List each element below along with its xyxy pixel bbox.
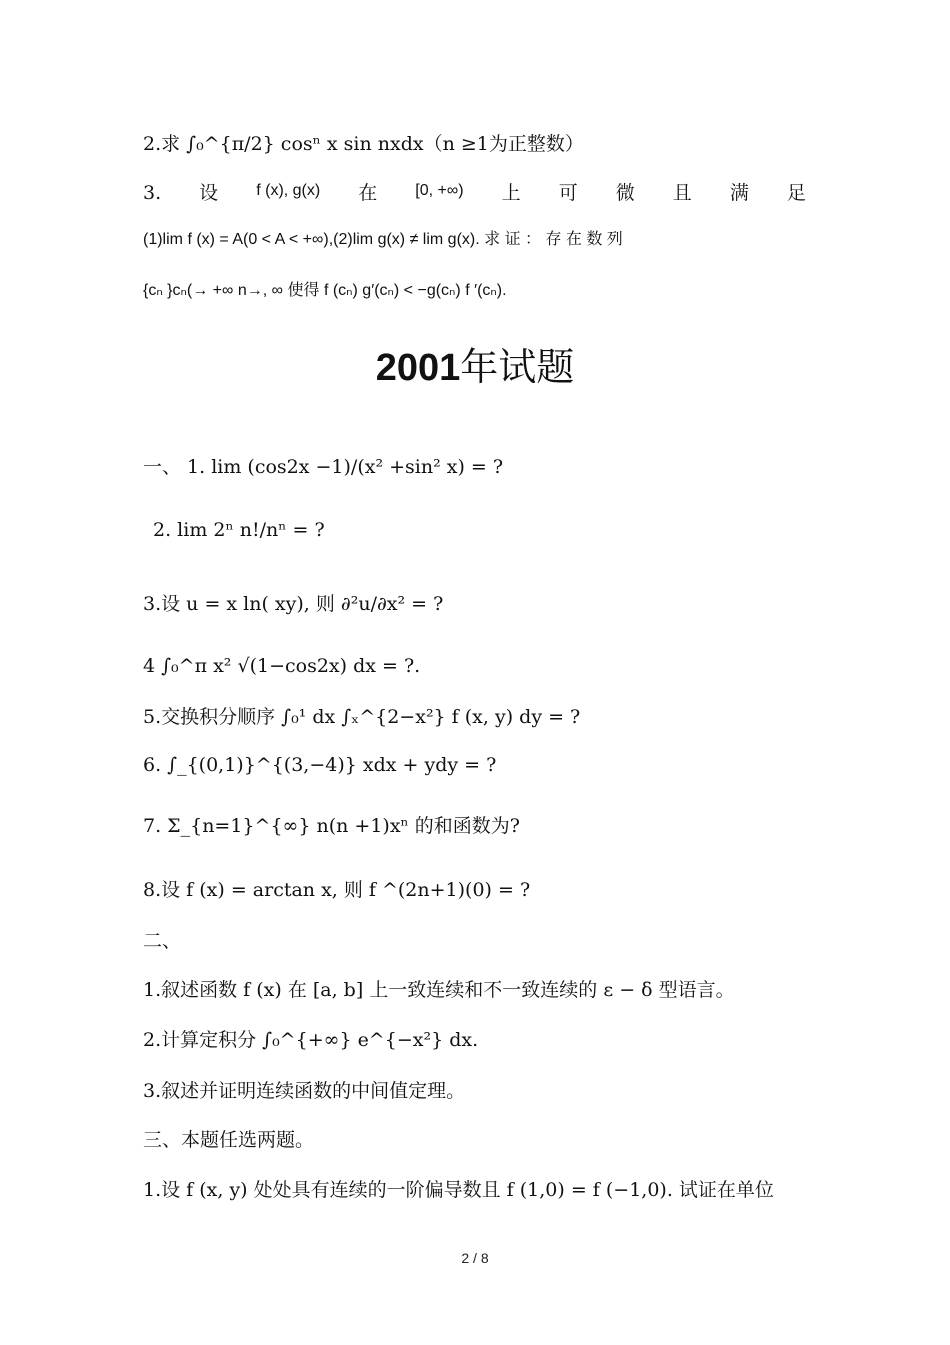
problem-2-integral: 2.求 ∫₀^{π/2} cosⁿ x sin nxdx（n ≥1为正整数）: [143, 133, 584, 155]
part1-q1: 一、 1. lim (cos2x −1)/(x² +sin² x) = ?: [143, 456, 504, 478]
part2-q1: 1.叙述函数 f (x) 在 [a, b] 上一致连续和不一致连续的 ε − δ 型语言。: [143, 979, 735, 1001]
part2-q2: 2.计算定积分 ∫₀^{+∞} e^{−x²} dx.: [143, 1029, 479, 1051]
title-text: 年试题: [460, 345, 575, 389]
word: 且: [672, 182, 692, 204]
word: f (x), g(x): [256, 182, 321, 199]
page-number: 2 / 8: [461, 1250, 489, 1266]
word: [0, +∞): [415, 182, 464, 199]
part3-heading: 三、本题任选两题。: [143, 1129, 315, 1151]
word: 足: [786, 182, 806, 204]
word: 可: [558, 182, 578, 204]
part1-q3: 3.设 u = x ln( xy), 则 ∂²u/∂x² = ?: [143, 593, 444, 615]
word: 满: [729, 182, 749, 204]
part2-heading: 二、: [143, 930, 182, 952]
word: 在: [358, 182, 378, 204]
problem-3-conditions: (1)lim f (x) = A(0 < A < +∞),(2)lim g(x) ≠ lim g(x). 求 证 ： 存 在 数 列: [143, 231, 623, 248]
part2-q3: 3.叙述并证明连续函数的中间值定理。: [143, 1080, 466, 1102]
part1-q2: 2. lim 2ⁿ n!/nⁿ = ?: [153, 519, 325, 541]
problem-3-conclusion: {cₙ }cₙ(→ +∞ n→, ∞ 使得 f (cₙ) g′(cₙ) < −g(cₙ) f ′(cₙ).: [143, 282, 507, 299]
section-title: [0, 336, 950, 391]
part1-q4: 4 ∫₀^π x² √(1−cos2x) dx = ?.: [143, 655, 421, 677]
word: 设: [199, 182, 219, 204]
word: 上: [501, 182, 521, 204]
part1-q6: 6. ∫_{(0,1)}^{(3,−4)} xdx + ydy = ?: [143, 754, 497, 776]
part1-q7: 7. Σ_{n=1}^{∞} n(n +1)xⁿ 的和函数为?: [143, 815, 520, 837]
title-year: 2001: [375, 347, 461, 389]
part1-q8: 8.设 f (x) = arctan x, 则 f ^(2n+1)(0) = ?: [143, 879, 531, 901]
word: 微: [615, 182, 635, 204]
part3-q1: 1.设 f (x, y) 处处具有连续的一阶偏导数且 f (1,0) = f (−1,0). 试证在单位: [143, 1179, 774, 1201]
problem-3-statement: [143, 181, 806, 206]
word: 3.: [143, 182, 162, 204]
part1-q5: 5.交换积分顺序 ∫₀¹ dx ∫ₓ^{2−x²} f (x, y) dy = ?: [143, 706, 581, 728]
